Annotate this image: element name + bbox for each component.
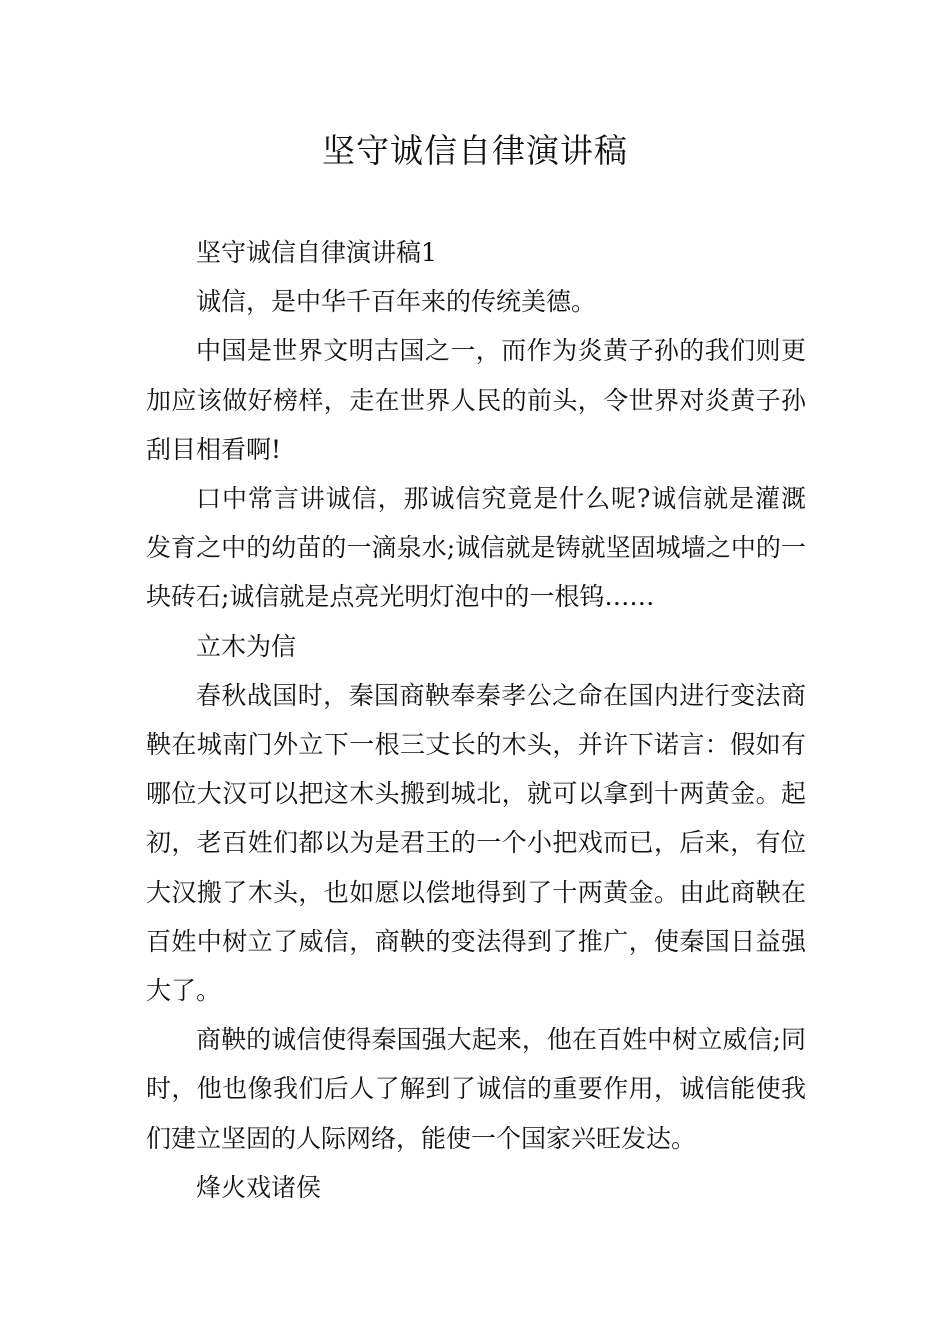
paragraph: 诚信，是中华千百年来的传统美德。 (196, 287, 597, 317)
document-body (146, 228, 806, 1212)
section-heading: 立木为信 (196, 631, 297, 661)
document-title: 坚守诚信自律演讲稿 (322, 131, 628, 170)
paragraph: 春秋战国时，秦国商鞅奉秦孝公之命在国内进行变法商鞅在城南门外立下一根三丈长的木头，并许下诺言：假如有哪位大汉可以把这木头搬到城北，就可以拿到十两黄金。起初，老百姓们都以为是君王的一个小把戏而已，后来，有位大汉搬了木头，也如愿以偿地得到了十两黄金。由此商鞅在百姓中树立了威信，商鞅的变法得到了推广，使秦国日益强大了。 (146, 680, 806, 1006)
paragraph: 中国是世界文明古国之一，而作为炎黄子孙的我们则更加应该做好榜样，走在世界人民的前头，令世界对炎黄子孙刮目相看啊! (146, 336, 806, 464)
section-heading: 烽火戏诸侯 (196, 1172, 322, 1202)
paragraph: 口中常言讲诚信，那诚信究竟是什么呢?诚信就是灌溉发育之中的幼苗的一滴泉水;诚信就是铸就坚固城墙之中的一块砖石;诚信就是点亮光明灯泡中的一根钨…… (146, 484, 806, 612)
paragraph: 商鞅的诚信使得秦国强大起来，他在百姓中树立威信;同时，他也像我们后人了解到了诚信的重要作用，诚信能使我们建立坚固的人际网络，能使一个国家兴旺发达。 (146, 1025, 806, 1153)
paragraph-subtitle: 坚守诚信自律演讲稿1 (196, 238, 437, 267)
